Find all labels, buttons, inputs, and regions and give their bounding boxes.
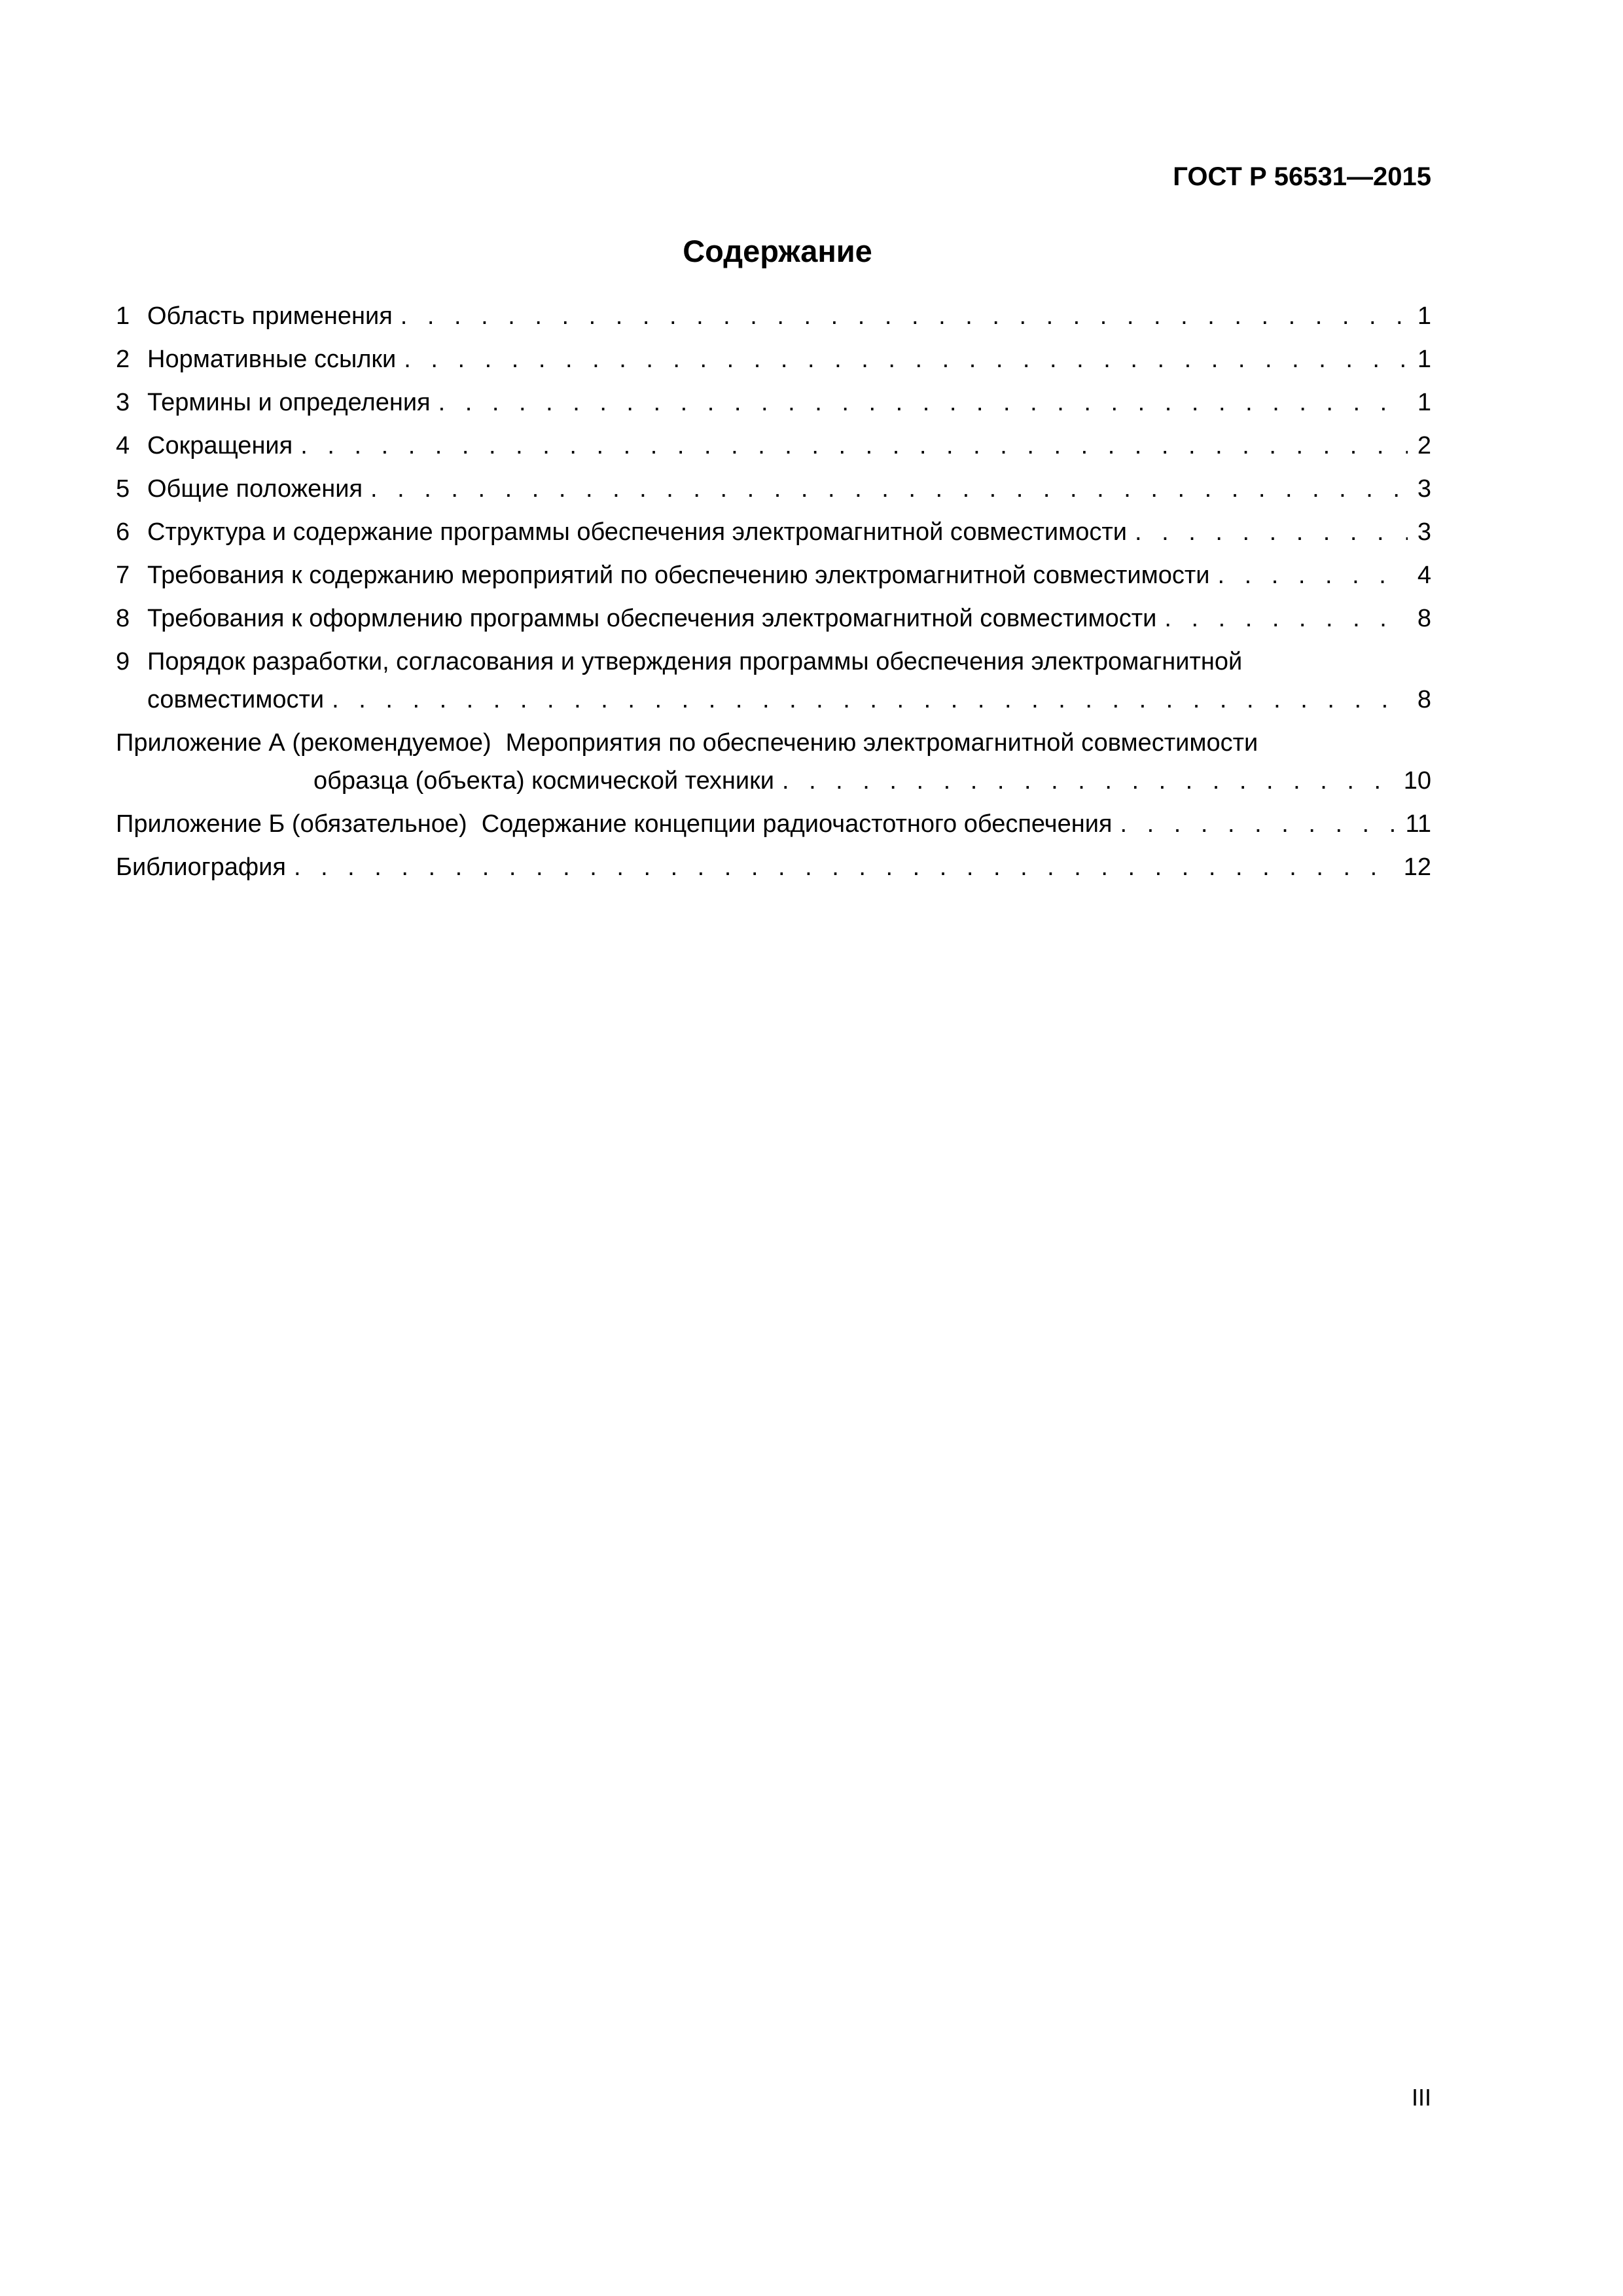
toc-item-title: Термины и определения: [147, 389, 431, 416]
dot-leader: [404, 340, 1408, 378]
toc-item-title: Порядок разработки, согласования и утверждения программы обеспечения электромагнитной: [147, 648, 1243, 675]
dot-leader: [1218, 556, 1408, 594]
toc-item-page: 4: [1417, 562, 1431, 589]
toc-item-page: 10: [1403, 767, 1431, 795]
appendix-label: Приложение Б (обязательное): [116, 810, 467, 838]
toc-item[interactable]: [116, 643, 1431, 681]
toc-item[interactable]: [116, 340, 1431, 384]
toc-item-title: Область применения: [147, 302, 393, 330]
dot-leader: [401, 297, 1408, 335]
toc-item-title: Структура и содержание программы обеспечения электромагнитной совместимости: [147, 518, 1127, 546]
appendix-title: образца (объекта) космической техники: [313, 767, 774, 795]
toc-appendix-a[interactable]: [116, 724, 1431, 762]
toc-item-continuation[interactable]: [116, 681, 1431, 724]
toc-item[interactable]: [116, 556, 1431, 600]
toc-item-page: 3: [1417, 475, 1431, 503]
toc-bibliography[interactable]: [116, 848, 1431, 891]
toc-item-page: 1: [1417, 346, 1431, 373]
toc-appendix-a-continuation[interactable]: [116, 762, 1431, 805]
appendix-label: Приложение А (рекомендуемое): [116, 729, 491, 757]
toc-item-number: 1: [116, 302, 130, 330]
appendix-title: Мероприятия по обеспечению электромагнитной совместимости: [505, 729, 1258, 757]
toc-item-page: 8: [1417, 605, 1431, 632]
toc-item-page: 1: [1417, 389, 1431, 416]
toc-item-number: 6: [116, 518, 130, 546]
toc-item-number: 9: [116, 648, 130, 675]
toc-item-number: 8: [116, 605, 130, 632]
toc-item-page: 8: [1417, 686, 1431, 713]
toc-item[interactable]: [116, 470, 1431, 513]
page-number: III: [1411, 2084, 1431, 2111]
toc-item-page: 11: [1405, 810, 1431, 838]
toc-item-title: Нормативные ссылки: [147, 346, 397, 373]
toc-item-title: Требования к оформлению программы обеспечения электромагнитной совместимости: [147, 605, 1157, 632]
toc-item-page: 1: [1417, 302, 1431, 330]
toc-item[interactable]: [116, 384, 1431, 427]
toc-item[interactable]: [116, 297, 1431, 340]
toc-item-number: 4: [116, 432, 130, 459]
toc-item-number: 7: [116, 562, 130, 589]
toc-item-title: совместимости: [147, 686, 325, 713]
dot-leader: [300, 427, 1408, 465]
dot-leader: [438, 384, 1408, 422]
dot-leader: [1120, 805, 1398, 843]
table-of-contents: [116, 297, 1431, 891]
toc-item-title: Общие положения: [147, 475, 363, 503]
toc-item[interactable]: [116, 600, 1431, 643]
dot-leader: [1135, 513, 1408, 551]
document-code: ГОСТ Р 56531—2015: [1173, 162, 1431, 191]
toc-item-number: 5: [116, 475, 130, 503]
dot-leader: [782, 762, 1396, 800]
toc-item[interactable]: [116, 513, 1431, 556]
toc-item-title: Сокращения: [147, 432, 293, 459]
toc-item-page: 12: [1403, 853, 1431, 881]
dot-leader: [1164, 600, 1408, 637]
toc-item-page: 2: [1417, 432, 1431, 459]
dot-leader: [294, 848, 1396, 886]
toc-item-number: 3: [116, 389, 130, 416]
dot-leader: [332, 681, 1408, 719]
appendix-title: Содержание концепции радиочастотного обеспечения: [481, 810, 1113, 838]
dot-leader: [370, 470, 1408, 508]
toc-title: Содержание: [683, 234, 872, 268]
toc-item-number: 2: [116, 346, 130, 373]
bibliography-title: Библиография: [116, 853, 286, 881]
toc-item-title: Требования к содержанию мероприятий по обеспечению электромагнитной совместимости: [147, 562, 1210, 589]
toc-item[interactable]: [116, 427, 1431, 470]
toc-appendix-b[interactable]: [116, 805, 1431, 848]
toc-item-page: 3: [1417, 518, 1431, 546]
